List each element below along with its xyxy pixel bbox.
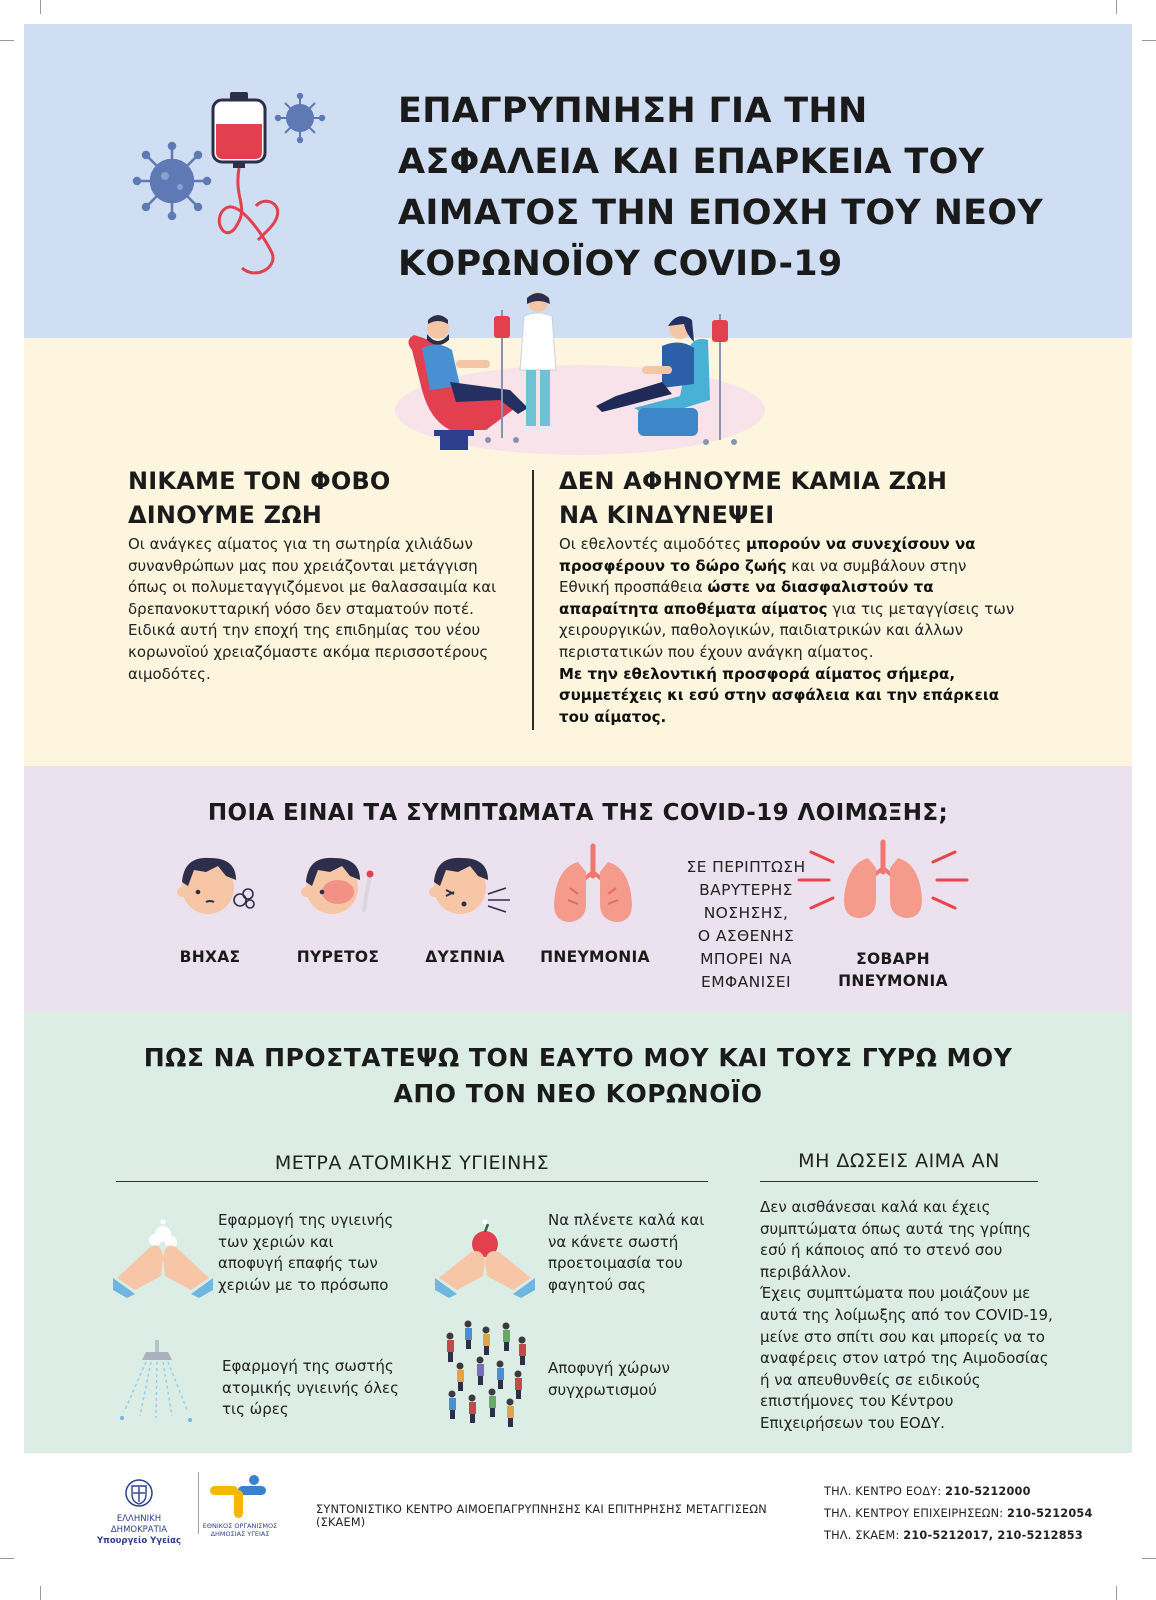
phone-label: ΤΗΛ. ΚΕΝΤΡΟΥ ΕΠΙΧΕΙΡΗΣΕΩΝ: xyxy=(824,1507,1008,1520)
nodonate-paragraph: Δεν αισθάνεσαι καλά και έχεις συμπτώματα όπως αυτά της γρίπης εσύ ή κάποιος από το στενό σου περιβάλλον. xyxy=(760,1198,1031,1281)
nodonate-heading: ΜΗ ΔΩΣΕΙΣ ΑΙΜΑ ΑΝ xyxy=(798,1150,1000,1172)
eody-logo-text xyxy=(200,1522,280,1538)
greek-emblem-icon xyxy=(124,1476,154,1510)
eody-logo-icon xyxy=(210,1474,270,1520)
right-info-section xyxy=(559,464,1019,728)
label-line: ΣΟΒΑΡΗ xyxy=(856,950,930,968)
symptoms-heading: ΠΟΙΑ ΕΙΝΑΙ ΤΑ ΣΥΜΠΤΩΜΑΤΑ ΤΗΣ COVID-19 ΛΟΙΜΩΞΗΣ; xyxy=(207,800,949,826)
severe-lungs-icon xyxy=(793,836,973,928)
phone-number[interactable]: 210-5212054 xyxy=(1007,1507,1093,1520)
heading-line: ΝΙΚΑΜΕ ΤΟΝ ΦΟΒΟ xyxy=(128,467,391,495)
heading-line: ΔΕΝ ΑΦΗΝΟΥΜΕ ΚΑΜΙΑ ΖΩΗ xyxy=(559,467,948,495)
protection-heading xyxy=(24,1040,1132,1112)
phone-label: ΤΗΛ. ΣΚΑΕΜ: xyxy=(824,1529,904,1542)
phone-label: ΤΗΛ. ΚΕΝΤΡΟ ΕΟΔΥ: xyxy=(824,1485,946,1498)
title-line: ΚΟΡΩΝΟΪΟΥ COVID-19 xyxy=(398,244,843,284)
crop-mark xyxy=(40,1586,41,1600)
shower-icon xyxy=(118,1340,198,1425)
severe-text-line: ΒΑΡΥΤΕΡΗΣ xyxy=(699,881,793,899)
phone-line xyxy=(824,1503,1124,1525)
crop-mark xyxy=(0,40,14,41)
hygiene-tip-crowds: Αποφυγή χώρων συγχρωτισμού xyxy=(548,1359,670,1399)
heading-line: ΝΑ ΚΙΝΔΥΝΕΨΕΙ xyxy=(559,501,775,529)
logo-line: ΕΘΝΙΚΟΣ ΟΡΓΑΝΙΣΜΟΣ xyxy=(202,1522,278,1530)
virus-icon xyxy=(134,143,210,219)
virus-icon xyxy=(276,94,324,142)
food-prep-icon xyxy=(435,1218,535,1298)
hygiene-rule xyxy=(116,1181,708,1182)
column-divider xyxy=(532,470,534,730)
footer-phones xyxy=(824,1481,1124,1547)
logo-line: ΔΗΜΟΣΙΑΣ ΥΓΕΙΑΣ xyxy=(210,1530,270,1538)
section-heading xyxy=(128,464,513,532)
crowd-icon xyxy=(440,1316,532,1436)
severe-text-line: ΣΕ ΠΕΡΙΠΤΩΣΗ xyxy=(686,858,806,876)
severe-text-line: ΝΟΣΗΣΗΣ, xyxy=(703,904,789,922)
title-line: ΕΠΑΓΡΥΠΝΗΣΗ ΓΙΑ ΤΗΝ xyxy=(398,91,868,131)
ministry-logo-text xyxy=(88,1514,190,1547)
severe-text-line: Ο ΑΣΘΕΝΗΣ xyxy=(697,927,795,945)
hygiene-tip-hands: Εφαρμογή της υγιεινής των χεριών και αποφυγή επαφής των χεριών με το πρόσωπο xyxy=(218,1211,394,1294)
severe-case-text xyxy=(676,856,816,994)
symptom-label: ΔΥΣΠΝΙΑ xyxy=(425,948,505,966)
left-info-section xyxy=(128,464,513,685)
page-title xyxy=(398,86,1058,290)
logo-divider xyxy=(198,1472,199,1534)
crop-mark xyxy=(1142,1558,1156,1559)
hygiene-heading: ΜΕΤΡΑ ΑΤΟΜΙΚΗΣ ΥΓΙΕΙΝΗΣ xyxy=(274,1152,550,1174)
severe-symptom-label xyxy=(818,948,968,992)
phone-line xyxy=(824,1481,1124,1503)
section-heading xyxy=(559,464,1019,532)
body-text: Οι εθελοντές αιμοδότες xyxy=(559,535,746,553)
heading-line: ΔΙΝΟΥΜΕ ΖΩΗ xyxy=(128,501,323,529)
blood-bag-icon xyxy=(213,92,278,273)
severe-text-line: ΕΜΦΑΝΙΣΕΙ xyxy=(701,973,791,991)
cough-icon xyxy=(170,852,260,922)
crop-mark xyxy=(1142,40,1156,41)
phone-number[interactable]: 210-5212017, 210-5212853 xyxy=(903,1529,1083,1542)
heading-line: ΠΩΣ ΝΑ ΠΡΟΣΤΑΤΕΨΩ ΤΟΝ ΕΑΥΤΟ ΜΟΥ ΚΑΙ ΤΟΥΣ ΓΥΡΩ ΜΟΥ xyxy=(143,1043,1013,1072)
severe-text-line: ΜΠΟΡΕΙ ΝΑ xyxy=(700,950,792,968)
crop-mark xyxy=(1116,0,1117,14)
nodonate-text xyxy=(760,1197,1060,1435)
fever-icon xyxy=(294,852,384,922)
crop-mark xyxy=(0,1558,14,1559)
crop-mark xyxy=(1116,1586,1117,1600)
body-emphasis: Με την εθελοντική προσφορά αίματος σήμερα, συμμετέχεις κι εσύ στην ασφάλεια και την επάρκεια του αίματος. xyxy=(559,664,999,726)
blood-donation-illustration xyxy=(390,290,770,460)
footer-center-text: ΣΥΝΤΟΝΙΣΤΙΚΟ ΚΕΝΤΡΟ ΑΙΜΟΕΠΑΓΡΥΠΝΗΣΗΣ ΚΑΙ ΕΠΙΤΗΡΗΣΗΣ ΜΕΤΑΓΓΙΣΕΩΝ (ΣΚΑΕΜ) xyxy=(316,1503,767,1529)
blood-bag-illustration xyxy=(130,88,340,293)
title-line: ΑΙΜΑΤΟΣ ΤΗΝ ΕΠΟΧΗ ΤΟΥ ΝΕΟΥ xyxy=(398,193,1044,233)
logo-line: Υπουργείο Υγείας xyxy=(96,1536,182,1546)
nodonate-rule xyxy=(760,1181,1038,1182)
hygiene-tip-food: Να πλένετε καλά και να κάνετε σωστή προετοιμασία του φαγητού σας xyxy=(548,1211,705,1294)
lungs-icon xyxy=(548,842,638,930)
section-body xyxy=(559,534,1019,728)
section-body: Οι ανάγκες αίματος για τη σωτηρία χιλιάδων συνανθρώπων μας που χρειάζονται μετάγγιση όπως οι πολυμεταγγιζόμενοι με θαλασσαιμία και δρεπανοκυτταρική νόσο δεν σταματούν ποτέ. Ειδικά αυτή την εποχή της επιδημίας του νέου κορωνοϊού χρειαζόμαστε ακόμα περισσοτέρους αιμοδότες. xyxy=(128,535,497,683)
label-line: ΠΝΕΥΜΟΝΙΑ xyxy=(838,972,948,990)
nodonate-paragraph: Έχεις συμπτώματα που μοιάζουν με αυτά της λοίμωξης από τον COVID-19, μείνε στο σπίτι σου και μπορείς να το αναφέρεις στον ιατρό της Αιμοδοσίας ή να απευθυνθείς σε ειδικούς επιστήμονες του Κέντρου Επιχειρήσεων του ΕΟΔΥ. xyxy=(760,1284,1053,1432)
body-emphasis: ώστε να διασφαλιστούν τα απαραίτητα αποθέματα αίματος xyxy=(559,578,934,618)
symptom-label: ΠΥΡΕΤΟΣ xyxy=(296,948,380,966)
body-text: και να συμβάλουν στην Εθνική προσπάθεια xyxy=(559,556,967,597)
symptom-label: ΠΝΕΥΜΟΝΙΑ xyxy=(540,948,650,966)
title-line: ΑΣΦΑΛΕΙΑ ΚΑΙ ΕΠΑΡΚΕΙΑ ΤΟΥ xyxy=(398,142,985,182)
dyspnea-icon xyxy=(422,852,514,922)
crop-mark xyxy=(40,0,41,14)
phone-line xyxy=(824,1525,1124,1547)
heading-line: ΑΠΟ ΤΟΝ ΝΕΟ ΚΟΡΩΝΟΪΟ xyxy=(393,1079,763,1108)
logo-line: ΕΛΛΗΝΙΚΗ ΔΗΜΟΚΡΑΤΙΑ xyxy=(110,1514,168,1535)
handwashing-icon xyxy=(113,1218,213,1298)
body-emphasis: μπορούν να συνεχίσουν να προσφέρουν το δώρο ζωής xyxy=(559,535,976,575)
phone-number[interactable]: 210-5212000 xyxy=(945,1485,1031,1498)
symptom-label: ΒΗΧΑΣ xyxy=(179,948,241,966)
body-text: για τις μεταγγίσεις των χειρουργικών, παθολογικών, παιδιατρικών και άλλων περιστατικών που έχουν ανάγκη αίματος. xyxy=(559,599,1015,661)
hygiene-tip-personal: Εφαρμογή της σωστής ατομικής υγιεινής όλες τις ώρες xyxy=(222,1357,399,1419)
